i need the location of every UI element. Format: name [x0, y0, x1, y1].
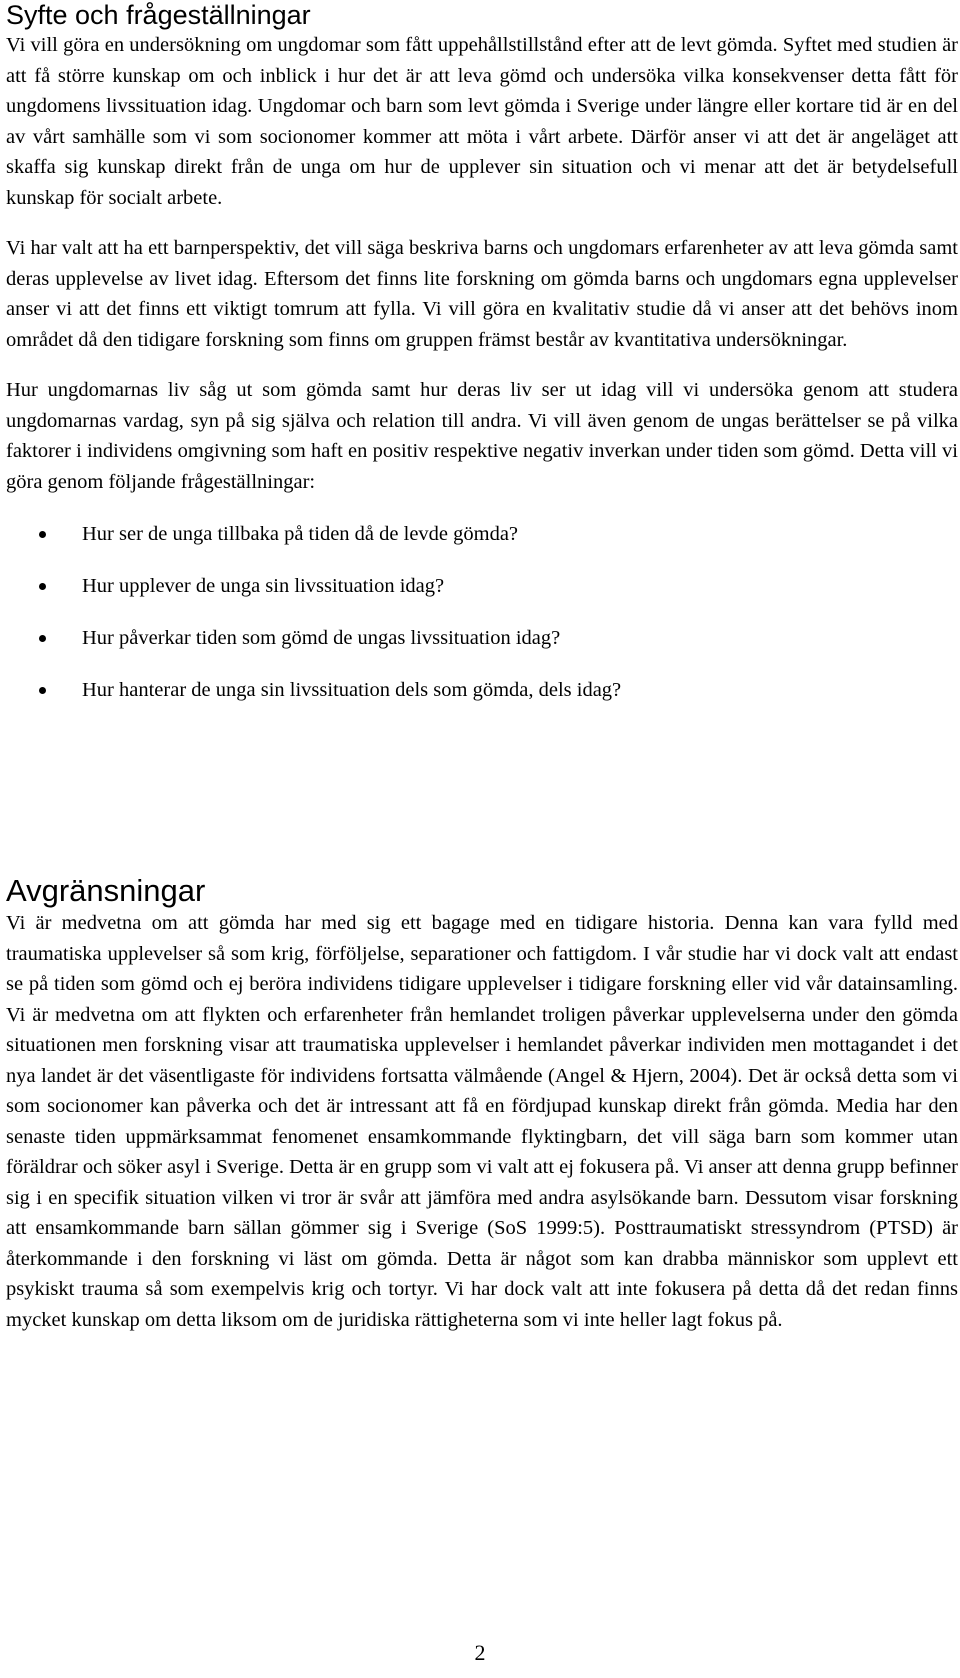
question-text: Hur hanterar de unga sin livssituation dels som gömda, dels idag?	[82, 679, 622, 701]
paragraph-avgransningar: Vi är medvetna om att gömda har med sig ett bagage med en tidigare historia. Denna kan vara fylld med traumatiska upplevelser så som krig, förföljelse, separationer och fattigdom. I vår studie har vi dock valt att endast se på tiden som gömd och ej beröra individens tidigare upplevelser i tidigare forskning eller vid vår datainsamling. Vi är medvetna om att flykten och erfarenheter från hemlandet troligen påverkar upplevelserna under den gömda situationen men forskning visar att traumatiska upplevelser i hemlandet påverkar individen men mottagandet i det nya landet är det väsentligaste för individens fortsatta välmående (Angel & Hjern, 2004). Det är också detta som vi som socionomer kan påverka och det är intressant att få en fördjupad kunskap direkt från gömda. Media har den senaste tiden uppmärksammat fenomenet ensamkommande flyktingbarn, det vill säga barn som kommer utan föräldrar och söker asyl i Sverige. Detta är en grupp som vi valt att ej fokusera på. Vi anser att denna grupp befinner sig i en specifik situation vilken vi tror är svår att jämföra med andra asylsökande barn. Dessutom visar forskning att ensamkommande barn sällan gömmer sig i Sverige (SoS 1999:5). Posttraumatiskt stressyndrom (PTSD) är återkommande i den forskning vi läst om gömda. Detta är något som kan drabba människor som upplevt ett psykiskt trauma så som exempelvis krig och tortyr. Vi har dock valt att inte fokusera på detta då det redan finns mycket kunskap om detta liksom om de juridiska rättigheterna som vi inte heller lagt fokus på.	[6, 912, 958, 1331]
paragraph-gap	[6, 355, 958, 375]
page-number: 2	[474, 1640, 486, 1665]
question-text: Hur ser de unga tillbaka på tiden då de levde gömda?	[82, 523, 519, 545]
paragraph-syfte-3: Hur ungdomarnas liv såg ut som gömda samt hur deras liv ser ut idag vill vi undersöka genom att studera ungdomarnas vardag, syn på sig själva och relation till andra. Vi vill även genom de ungas berättelser se på vilka faktorer i individens omgivning som haft en positiv respektive negativ inverkan under tiden som gömd. Detta vill vi göra genom följande frågeställningar:	[6, 379, 958, 493]
question-item	[6, 623, 958, 653]
paragraph-syfte-2: Vi har valt att ha ett barnperspektiv, det vill säga beskriva barns och ungdomars erfarenheter av att leva gömda samt deras upplevelse av livet idag. Eftersom det finns lite forskning om gömda barns och ungdomars egna upplevelser anser vi att det finns ett viktigt tomrum att fylla. Vi vill göra en kvalitativ studie då vi anser att det behövs inom området då den tidigare forskning som finns om gruppen främst består av kvantitativa undersökningar.	[6, 237, 958, 351]
bullet-icon	[39, 687, 46, 694]
section-avgransningar	[6, 874, 958, 1335]
question-text: Hur upplever de unga sin livssituation idag?	[82, 575, 445, 597]
paragraph-gap	[6, 213, 958, 233]
heading-syfte-och-fragestallningar: Syfte och frågeställningar	[6, 0, 311, 30]
bullet-icon	[39, 531, 46, 538]
section-syfte	[6, 0, 958, 727]
paragraph-syfte-1: Vi vill göra en undersökning om ungdomar som fått uppehållstillstånd efter att de levt gömda. Syftet med studien är att få större kunskap om och inblick i hur det är att leva gömd och undersöka vilka konsekvenser detta fått för ungdomens livssituation idag. Ungdomar och barn som levt gömda i Sverige under längre eller kortare tid är en del av vårt samhälle som vi som socionomer kommer att möta i vårt arbete. Därför anser vi att det är angeläget att skaffa sig kunskap direkt från de unga om hur de upplever sin situation och vi menar att det är betydelsefull kunskap för socialt arbete.	[6, 34, 958, 209]
question-item	[6, 675, 958, 705]
heading-avgransningar: Avgränsningar	[6, 873, 206, 908]
bullet-icon	[39, 635, 46, 642]
question-item	[6, 571, 958, 601]
question-list	[6, 519, 958, 705]
bullet-icon	[39, 583, 46, 590]
question-text: Hur påverkar tiden som gömd de ungas livssituation idag?	[82, 627, 561, 649]
question-item	[6, 519, 958, 549]
